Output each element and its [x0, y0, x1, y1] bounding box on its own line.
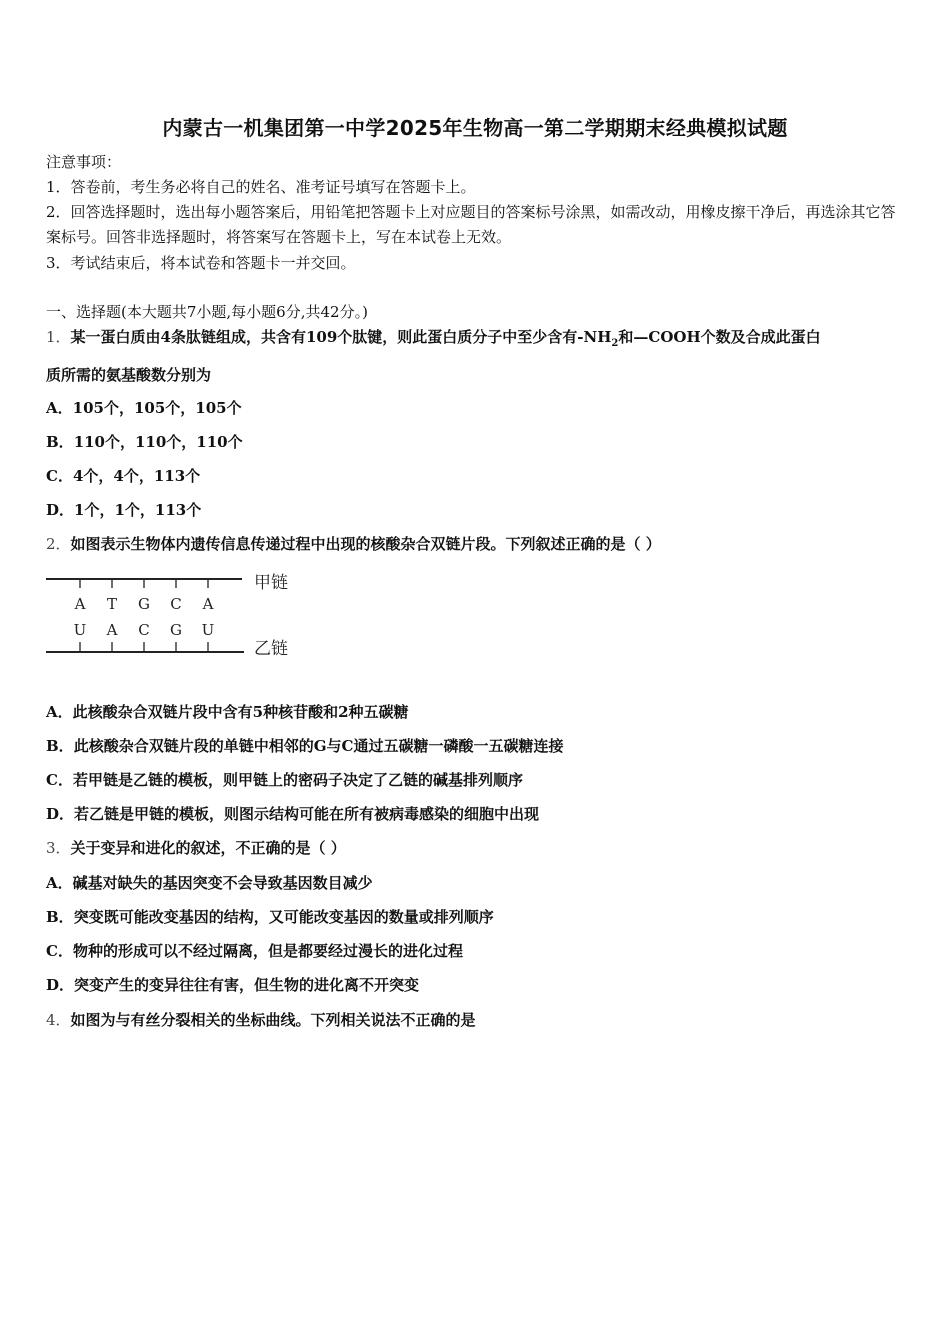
- question-1-stem: [46, 327, 821, 354]
- bottom-base: U: [73, 621, 87, 639]
- option-text: 此核酸杂合双链片段中含有5种核苷酸和2种五碳糖: [72, 703, 409, 721]
- bottom-base: U: [201, 621, 215, 639]
- section-heading: 一、选择题(本大题共7小题,每小题6分,共42分。): [46, 303, 368, 321]
- subscript: 2: [611, 338, 619, 349]
- question-2-stem: [46, 534, 661, 554]
- question-1-option-d: [46, 500, 201, 520]
- question-1-option-a: [46, 398, 242, 418]
- question-2-option-c: [46, 770, 523, 790]
- question-1-stem-a: 某一蛋白质由4条肽链组成，共含有109个肽键，则此蛋白质分子中至少含有-NH: [70, 328, 612, 346]
- question-3-option-c: [46, 941, 463, 961]
- option-label: B．: [46, 908, 74, 926]
- nucleic-acid-hybrid-figure: [46, 570, 306, 662]
- option-text: 碱基对缺失的基因突变不会导致基因数目减少: [72, 874, 373, 892]
- question-number: 4．: [46, 1011, 71, 1029]
- option-label: D．: [46, 976, 75, 994]
- option-text: 110个，110个，110个: [73, 433, 243, 451]
- option-label: B．: [46, 433, 74, 451]
- option-label: C．: [46, 942, 73, 960]
- option-text: 1个，1个，113个: [74, 501, 202, 519]
- question-4-stem: [46, 1010, 476, 1030]
- question-4-stem-text: 如图为与有丝分裂相关的坐标曲线。下列相关说法不正确的是: [70, 1011, 476, 1029]
- notice-item-1: 1．答卷前，考生务必将自己的姓名、准考证号填写在答题卡上。: [46, 178, 476, 196]
- option-label: B．: [46, 737, 74, 755]
- bottom-base: G: [170, 621, 182, 639]
- top-base: T: [106, 595, 118, 613]
- option-text: 若甲链是乙链的模板，则甲链上的密码子决定了乙链的碱基排列顺序: [72, 771, 523, 789]
- question-number: 3．: [46, 839, 71, 857]
- bottom-base: C: [138, 621, 150, 639]
- top-base: C: [170, 595, 182, 613]
- top-base: A: [202, 595, 214, 613]
- option-label: C．: [46, 467, 73, 485]
- question-3-option-d: [46, 975, 419, 995]
- top-base: G: [138, 595, 150, 613]
- option-text: 物种的形成可以不经过隔离，但是都要经过漫长的进化过程: [72, 942, 463, 960]
- question-2-option-a: [46, 702, 409, 722]
- question-3-stem-text: 关于变异和进化的叙述，不正确的是（ ）: [70, 839, 346, 857]
- option-text: 突变产生的变异往往有害，但生物的进化离不开突变: [74, 976, 420, 994]
- notice-item-3: 3．考试结束后，将本试卷和答题卡一并交回。: [46, 254, 356, 272]
- page-title: 内蒙古一机集团第一中学2025年生物高一第二学期期末经典模拟试题: [162, 116, 788, 140]
- notice-heading: 注意事项：: [46, 153, 122, 171]
- bottom-chain-label: 乙链: [254, 639, 288, 659]
- option-label: A．: [46, 703, 73, 721]
- notice-item-2: 2．回答选择题时，选出每小题答案后，用铅笔把答题卡上对应题目的答案标号涂黑，如需改动，用橡皮擦干净后，再选涂其它答案标号。回答非选择题时，将答案写在答题卡上，写在本试卷上无效。: [46, 203, 896, 246]
- bottom-base: A: [106, 621, 118, 639]
- question-1-option-b: [46, 432, 243, 452]
- question-2-stem-text: 如图表示生物体内遗传信息传递过程中出现的核酸杂合双链片段。下列叙述正确的是（ ）: [70, 535, 661, 553]
- option-text: 若乙链是甲链的模板，则图示结构可能在所有被病毒感染的细胞中出现: [74, 805, 540, 823]
- question-2-option-b: [46, 736, 563, 756]
- question-3-option-b: [46, 907, 494, 927]
- question-1-option-c: [46, 466, 200, 486]
- option-label: D．: [46, 501, 75, 519]
- top-chain-label: 甲链: [254, 573, 288, 593]
- option-label: A．: [46, 399, 73, 417]
- question-1-stem-line2: 质所需的氨基酸数分别为: [46, 366, 212, 384]
- option-label: C．: [46, 771, 73, 789]
- option-text: 105个，105个，105个: [72, 399, 242, 417]
- option-label: A．: [46, 874, 73, 892]
- option-text: 突变既可能改变基因的结构，又可能改变基因的数量或排列顺序: [73, 908, 494, 926]
- question-2-option-d: [46, 804, 539, 824]
- question-number: 1．: [46, 328, 71, 346]
- option-label: D．: [46, 805, 75, 823]
- question-1-stem-b: 和—COOH个数及合成此蛋白: [618, 328, 821, 346]
- question-3-option-a: [46, 873, 373, 893]
- top-base: A: [74, 595, 86, 613]
- hybrid-strand-svg: [46, 570, 306, 662]
- option-text: 4个，4个，113个: [72, 467, 201, 485]
- option-text: 此核酸杂合双链片段的单链中相邻的G与C通过五碳糖一磷酸一五碳糖连接: [73, 737, 564, 755]
- question-3-stem: [46, 838, 346, 858]
- question-number: 2．: [46, 535, 71, 553]
